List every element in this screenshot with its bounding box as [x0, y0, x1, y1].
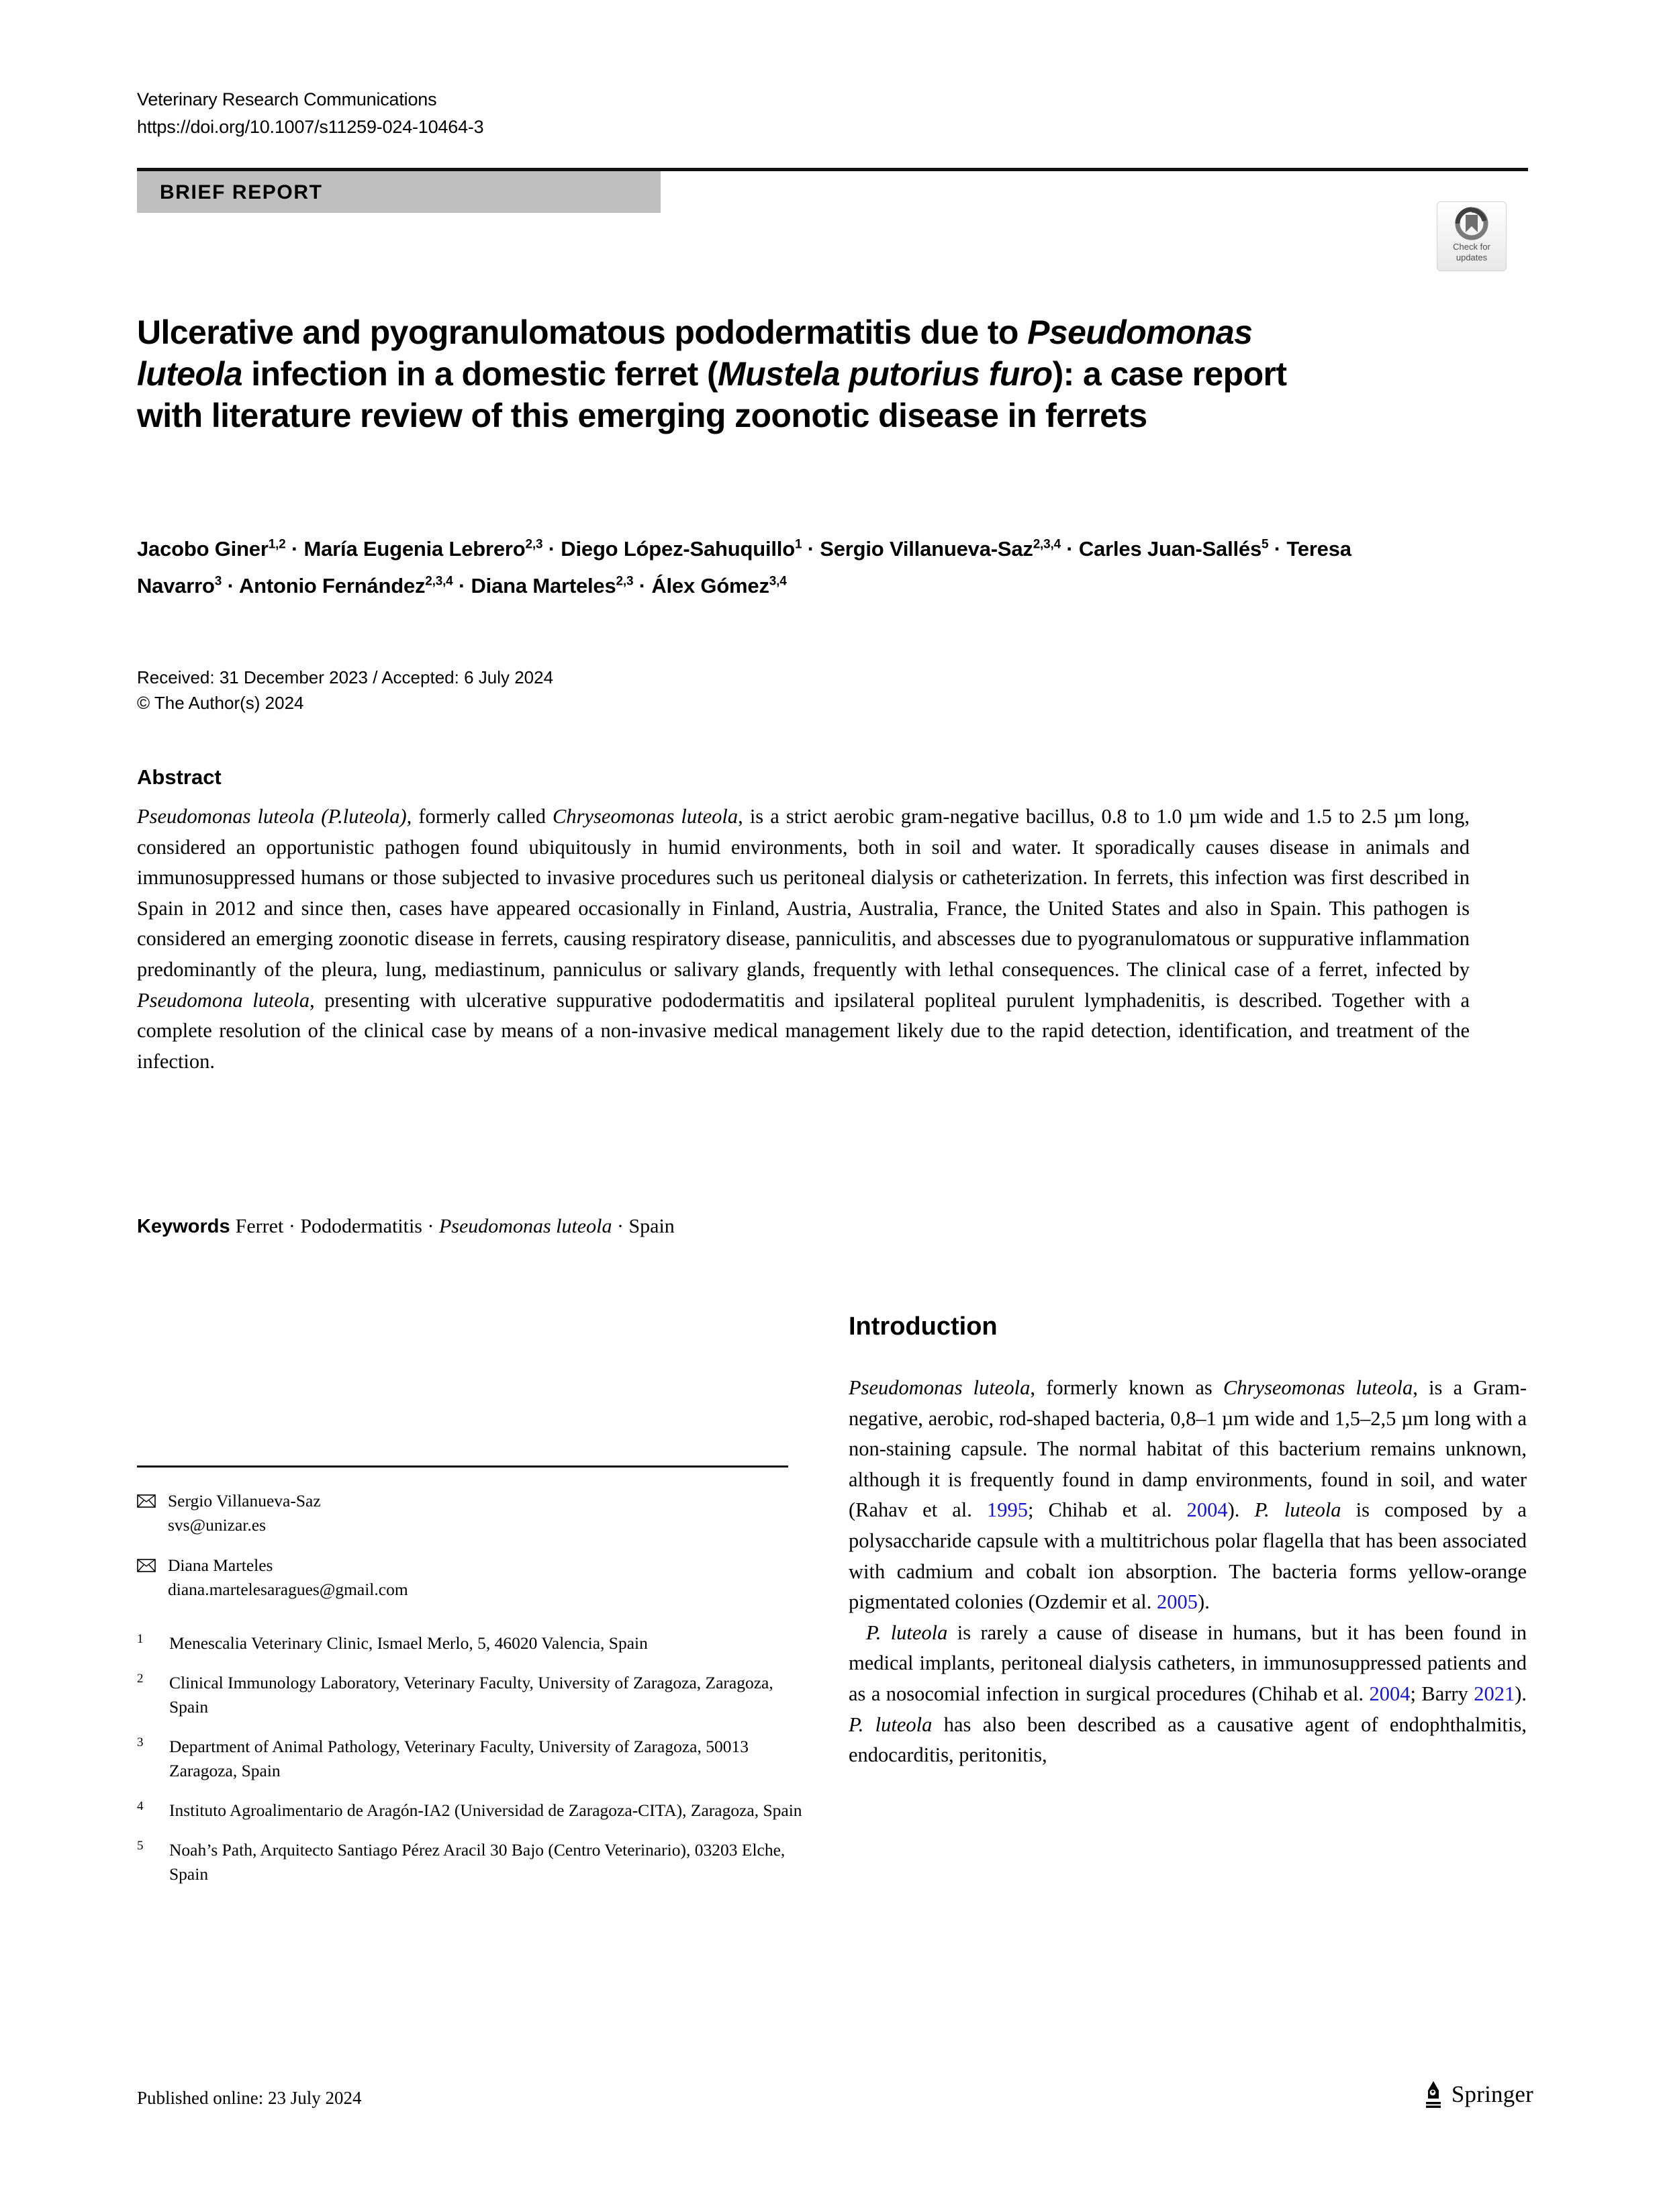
affiliation-text: Clinical Immunology Laboratory, Veterinary Faculty, University of Zaragoza, Zaragoza, Spain	[169, 1673, 773, 1717]
introduction-run-6: P. luteola	[849, 1713, 933, 1736]
abstract-run-1: formerly called	[412, 805, 553, 828]
author-separator: ·	[222, 574, 239, 597]
journal-header	[137, 86, 1077, 141]
abstract-run-4: Pseudomona luteola,	[137, 988, 315, 1012]
author-affiliation-marker: 5	[1262, 537, 1269, 552]
introduction-run-5: ).	[1515, 1682, 1527, 1705]
introduction-run-7: ).	[1227, 1498, 1255, 1522]
affiliations-block	[137, 1631, 808, 1902]
introduction-run-0: Pseudomonas luteola	[849, 1376, 1031, 1399]
crossmark-check-for-updates-badge[interactable]	[1437, 201, 1507, 271]
introduction-run-1: , formerly known as	[1030, 1376, 1223, 1399]
author-name: Diana Marteles	[471, 574, 616, 597]
abstract-run-0: Pseudomonas luteola (P.luteola),	[137, 805, 412, 828]
author-name: Jacobo Giner	[137, 537, 269, 561]
author-affiliation-marker: 3,4	[769, 574, 787, 589]
journal-name: Veterinary Research Communications	[137, 89, 437, 109]
introduction-run-9: is composed by a polysaccharide capsule with a multitrichous polar flagella that has been associated with cadmium and cobalt ion absorption. The bacteria forms yellow-orange pigmentated colonies (Ozdemir et al.	[849, 1498, 1527, 1614]
affiliation-entry	[137, 1798, 808, 1823]
author-list	[137, 530, 1399, 604]
article-title-run-3: Mustela putorius furo	[718, 354, 1053, 393]
author-affiliation-marker: 2,3	[525, 537, 543, 552]
keyword-item[interactable]: Pseudomonas luteola	[438, 1215, 612, 1237]
author-separator: ·	[542, 537, 561, 561]
article-type-label: BRIEF REPORT	[160, 181, 323, 203]
correspondence-entry	[137, 1553, 802, 1602]
affiliation-entry	[137, 1838, 808, 1886]
introduction-paragraph	[849, 1618, 1527, 1771]
author-affiliation-marker: 2,3	[616, 574, 634, 589]
author-name: Sergio Villanueva-Saz	[820, 537, 1033, 561]
copyright-line: © The Author(s) 2024	[137, 693, 304, 713]
introduction-citation-link[interactable]: 2004	[1369, 1682, 1411, 1705]
author-separator: ·	[1268, 537, 1287, 561]
keyword-item[interactable]: Spain	[628, 1215, 675, 1237]
affiliation-number: 2	[137, 1672, 144, 1686]
introduction-citation-link[interactable]: 2021	[1474, 1682, 1515, 1705]
correspondence-entry	[137, 1489, 802, 1537]
article-type-badge	[137, 171, 661, 213]
keywords-label: Keywords	[137, 1216, 236, 1237]
introduction-citation-link[interactable]: 2005	[1157, 1590, 1198, 1614]
springer-wordmark: Springer	[1451, 2081, 1533, 2107]
abstract-heading: Abstract	[137, 765, 222, 789]
introduction-run-0: P. luteola	[866, 1621, 948, 1644]
journal-doi[interactable]: https://doi.org/10.1007/s11259-024-10464-3	[137, 117, 484, 137]
affiliation-number: 4	[137, 1799, 144, 1813]
keyword-separator: ·	[612, 1215, 629, 1237]
keyword-item[interactable]: Ferret	[235, 1215, 284, 1237]
corresponding-author-email[interactable]: svs@unizar.es	[168, 1515, 267, 1535]
envelope-icon	[137, 1553, 168, 1602]
affiliation-text: Instituto Agroalimentario de Aragón-IA2 (Universidad de Zaragoza-CITA), Zaragoza, Spain	[169, 1800, 802, 1820]
keyword-item[interactable]: Pododermatitis	[300, 1215, 422, 1237]
springer-horse-icon	[1422, 2080, 1445, 2109]
introduction-run-3: , is a Gram-negative, aerobic, rod-shaped bacteria, 0,8–1 µm wide and 1,5–2,5 µm long with a non-staining capsule. The normal habitat of this bacterium remains unknown, although it is frequently found in damp environments, found in soil, and water (Rahav et al.	[849, 1376, 1527, 1522]
author-separator: ·	[802, 537, 820, 561]
introduction-citation-link[interactable]: 1995	[986, 1498, 1028, 1522]
affiliation-number: 3	[137, 1735, 144, 1749]
author-affiliation-marker: 2,3,4	[425, 574, 453, 589]
abstract-run-3: , is a strict aerobic gram-negative bacillus, 0.8 to 1.0 µm wide and 1.5 to 2.5 µm long, considered an opportunistic pathogen found ubiquitously in humid environments, both in soil and water. It sporadically causes disease in animals and immunosuppressed humans or those subjected to invasive procedures such us peritoneal dialysis or catheterization. In ferrets, this infection was first described in Spain in 2012 and since then, cases have appeared occasionally in Finland, Austria, Australia, France, the United States and also in Spain. This pathogen is considered an emerging zoonotic disease in ferrets, causing respiratory disease, panniculitis, and abscesses due to pyogranulomatous or suppurative inflammation predominantly of the pleura, lung, mediastinum, panniculus or salivary glands, frequently with lethal consequences. The clinical case of a ferret, infected by	[137, 805, 1470, 981]
corresponding-author-name: Diana Marteles	[168, 1555, 273, 1575]
publication-dates	[137, 665, 1077, 716]
introduction-citation-link[interactable]: 2004	[1186, 1498, 1228, 1522]
author-affiliation-marker: 2,3,4	[1033, 537, 1061, 552]
introduction-run-8: P. luteola	[1254, 1498, 1341, 1522]
springer-logo	[1422, 2080, 1533, 2109]
affiliation-text: Department of Animal Pathology, Veterinary Faculty, University of Zaragoza, 50013 Zaragoza, Spain	[169, 1737, 749, 1780]
article-title-run-0: Ulcerative and pyogranulomatous pododermatitis due to	[137, 313, 1028, 351]
author-name: Antonio Fernández	[238, 574, 426, 597]
published-online-date: Published online: 23 July 2024	[137, 2088, 362, 2108]
crossmark-bookmark-icon	[1454, 206, 1489, 241]
author-separator: ·	[285, 537, 304, 561]
corresponding-author-name: Sergio Villanueva-Saz	[168, 1491, 321, 1510]
keywords-line	[137, 1212, 1470, 1241]
introduction-run-7: has also been described as a causative agent of endophthalmitis, endocarditis, peritonitis,	[849, 1713, 1527, 1767]
author-name: Carles Juan-Sallés	[1078, 537, 1262, 561]
keyword-separator: ·	[422, 1215, 439, 1237]
abstract-body	[137, 802, 1470, 1077]
crossmark-line2: updates	[1456, 252, 1488, 262]
author-separator: ·	[453, 574, 471, 597]
author-name: Diego López-Sahuquillo	[561, 537, 795, 561]
affiliation-entry	[137, 1631, 808, 1655]
introduction-body	[849, 1373, 1527, 1771]
introduction-run-11: ).	[1198, 1590, 1210, 1614]
introduction-run-5: ; Chihab et al.	[1027, 1498, 1187, 1522]
author-separator: ·	[1060, 537, 1079, 561]
affiliation-entry	[137, 1735, 808, 1783]
article-title-run-1: Pseudomonas luteola	[137, 313, 1253, 393]
footnote-divider	[137, 1465, 788, 1468]
article-title-run-2: infection in a domestic ferret (	[242, 354, 718, 393]
affiliation-number: 1	[137, 1632, 144, 1646]
article-title	[137, 311, 1359, 436]
corresponding-author-email[interactable]: diana.martelesaragues@gmail.com	[168, 1580, 408, 1599]
correspondence-lines	[168, 1553, 802, 1602]
envelope-icon	[137, 1489, 168, 1537]
introduction-run-3: ; Barry	[1410, 1682, 1474, 1705]
received-accepted-line: Received: 31 December 2023 / Accepted: 6 July 2024	[137, 667, 554, 687]
correspondence-block	[137, 1489, 802, 1618]
author-name: Teresa Navarro	[137, 537, 1351, 597]
keyword-separator: ·	[283, 1215, 301, 1237]
correspondence-lines	[168, 1489, 802, 1537]
abstract-run-2: Chryseomonas luteola	[553, 805, 739, 828]
affiliation-text: Noah’s Path, Arquitecto Santiago Pérez Aracil 30 Bajo (Centro Veterinario), 03203 Elche, Spain	[169, 1840, 786, 1884]
crossmark-line1: Check for	[1453, 242, 1490, 252]
author-affiliation-marker: 1	[794, 537, 802, 552]
affiliation-number: 5	[137, 1839, 144, 1853]
affiliation-text: Menescalia Veterinary Clinic, Ismael Merlo, 5, 46020 Valencia, Spain	[169, 1633, 648, 1653]
author-name: Álex Gómez	[651, 574, 769, 597]
author-affiliation-marker: 3	[214, 574, 222, 589]
affiliation-entry	[137, 1671, 808, 1719]
abstract-run-5: presenting with ulcerative suppurative pododermatitis and ipsilateral popliteal purulent lymphadenitis, is described. Together with a complete resolution of the clinical case by means of a non-invasive medical management likely due to the rapid detection, identification, and treatment of the infection.	[137, 988, 1470, 1073]
introduction-paragraph	[849, 1373, 1527, 1618]
introduction-run-1: is rarely a cause of disease in humans, but it has been found in medical implants, peritoneal dialysis catheters, in immunosuppressed patients and as a nosocomial infection in surgical procedures (Chihab et al.	[849, 1621, 1527, 1705]
author-name: María Eugenia Lebrero	[303, 537, 526, 561]
article-title-run-4: ): a case report with literature review of this emerging zoonotic disease in ferrets	[137, 354, 1287, 434]
author-affiliation-marker: 1,2	[268, 537, 286, 552]
introduction-run-2: Chryseomonas luteola	[1223, 1376, 1413, 1399]
introduction-heading: Introduction	[849, 1312, 998, 1341]
author-separator: ·	[633, 574, 652, 597]
